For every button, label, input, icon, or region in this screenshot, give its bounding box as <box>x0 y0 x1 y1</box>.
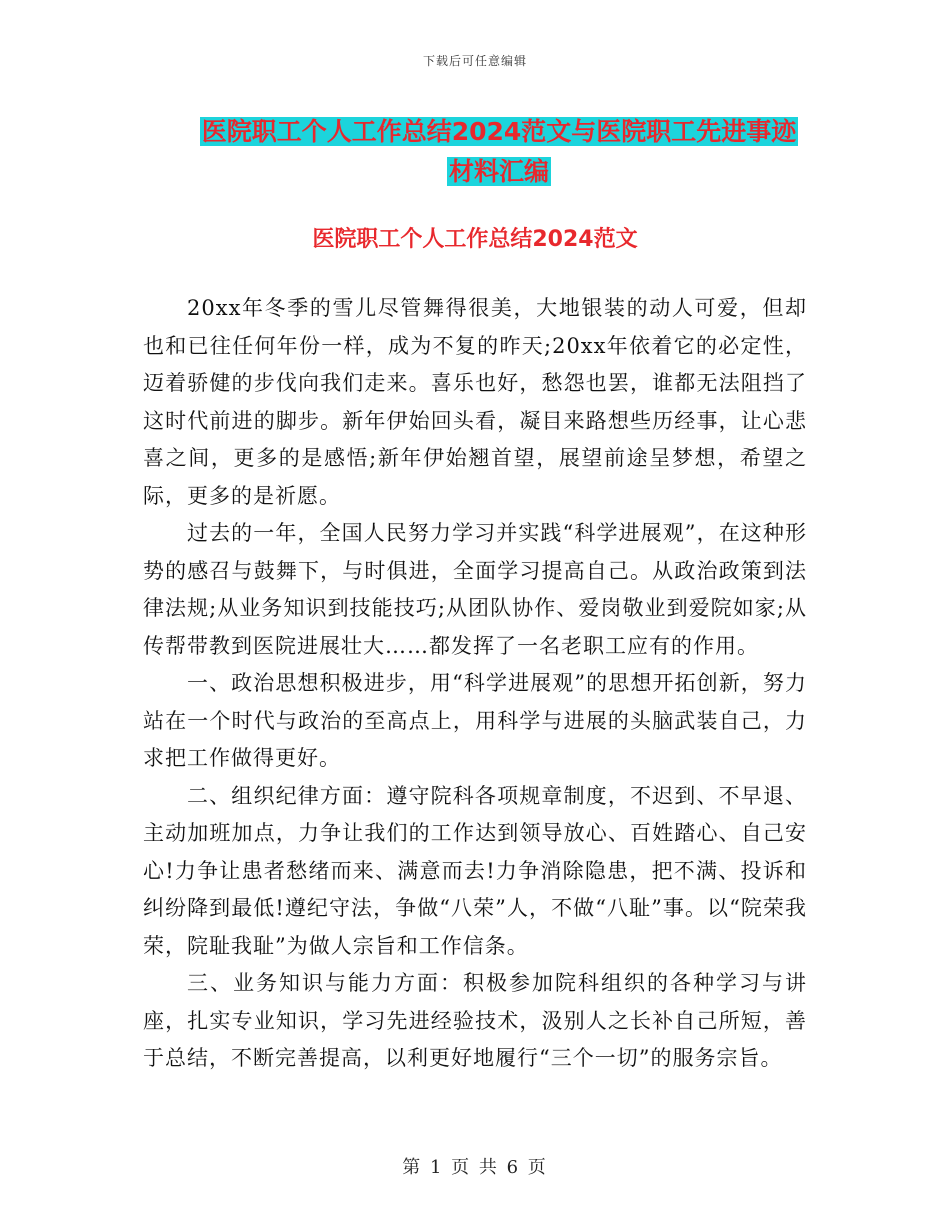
document-title-line-2: 材料汇编 <box>448 157 549 186</box>
document-body <box>143 290 807 1078</box>
document-title <box>186 112 812 192</box>
body-paragraph: 一、政治思想积极进步，用“科学进展观”的思想开拓创新，努力站在一个时代与政治的至高点上，用科学与进展的头脑武装自己，力求把工作做得更好。 <box>143 671 807 770</box>
section-title: 医院职工个人工作总结2024范文 <box>312 227 638 252</box>
body-paragraph: 过去的一年，全国人民努力学习并实践“科学进展观”，在这种形势的感召与鼓舞下，与时俱进，全面学习提高自己。从政治政策到法律法规;从业务知识到技能技巧;从团队协作、爱岗敬业到爱院如家;从传帮带教到医院进展壮大……都发挥了一名老职工应有的作用。 <box>143 521 807 658</box>
body-paragraph: 三、业务知识与能力方面：积极参加院科组织的各种学习与讲座，扎实专业知识，学习先进经验技术，汲别人之长补自己所短，善于总结，不断完善提高，以利更好地履行“三个一切”的服务宗旨。 <box>143 971 807 1070</box>
body-paragraph: 二、组织纪律方面：遵守院科各项规章制度，不迟到、不早退、主动加班加点，力争让我们的工作达到领导放心、百姓踏心、自己安心!力争让患者愁绪而来、满意而去!力争消除隐患，把不满、投诉和纠纷降到最低!遵纪守法，争做“八荣”人，不做“八耻”事。以“院荣我荣，院耻我耻”为做人宗旨和工作信条。 <box>143 783 807 958</box>
body-paragraph: 20xx年冬季的雪儿尽管舞得很美，大地银装的动人可爱，但却也和已往任何年份一样，成为不复的昨天;20xx年依着它的必定性，迈着骄健的步伐向我们走来。喜乐也好，愁怨也罢，谁都无法阻挡了这时代前进的脚步。新年伊始回头看，凝目来路想些历经事，让心悲喜之间，更多的是感悟;新年伊始翘首望，展望前途呈梦想，希望之际，更多的是祈愿。 <box>143 296 807 508</box>
document-title-line-1: 医院职工个人工作总结2024范文与医院职工先进事迹 <box>201 117 797 146</box>
page-header-note: 下载后可任意编辑 <box>422 54 527 68</box>
page-number-footer: 第 1 页 共 6 页 <box>402 1157 548 1178</box>
